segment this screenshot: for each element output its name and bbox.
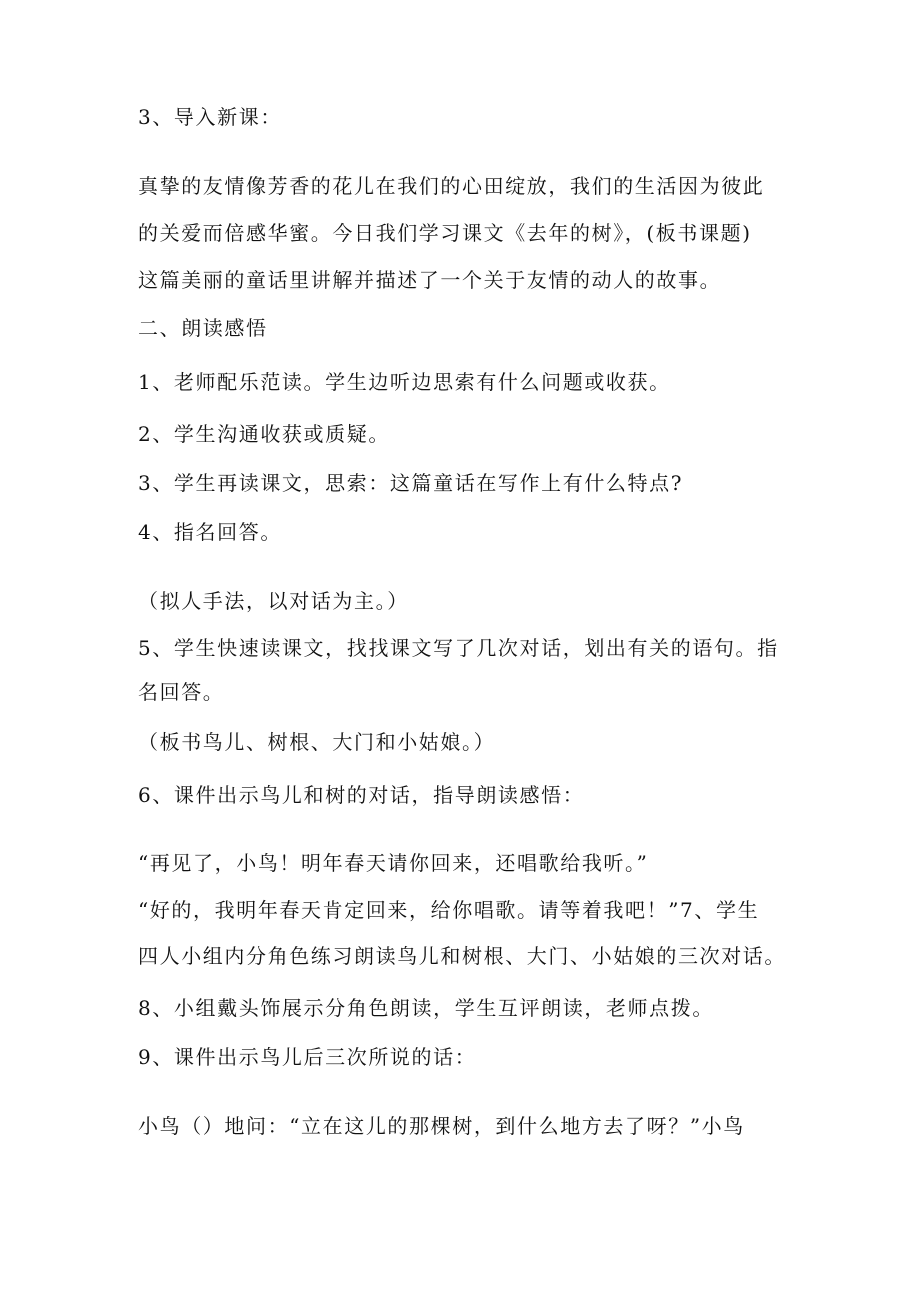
list-item: 8、小组戴头饰展示分角色朗读，学生互评朗读，老师点拨。	[138, 996, 714, 1020]
dialogue-line: “好的，我明年春天肯定回来，给你唱歌。请等着我吧！”7、学生	[138, 898, 760, 922]
list-item: 5、学生快速读课文，找找课文写了几次对话，划出有关的语句。指	[138, 636, 779, 660]
list-item: 1、老师配乐范读。学生边听边思索有什么问题或收获。	[138, 370, 671, 394]
paragraph-line: 真挚的友情像芳香的花儿在我们的心田绽放，我们的生活因为彼此	[138, 174, 765, 198]
list-item: 2、学生沟通收获或质疑。	[138, 422, 390, 446]
paragraph-line: 这篇美丽的童话里讲解并描述了一个关于友情的动人的故事。	[138, 268, 722, 292]
parenthetical-note: （板书鸟儿、树根、大门和小姑娘。）	[138, 730, 496, 754]
paragraph-line: 四人小组内分角色练习朗读鸟儿和树根、大门、小姑娘的三次对话。	[138, 944, 786, 968]
list-item: 6、课件出示鸟儿和树的对话，指导朗读感悟：	[138, 783, 585, 807]
dialogue-line: “再见了，小鸟！明年春天请你回来，还唱歌给我听。”	[138, 851, 649, 875]
list-item: 9、课件出示鸟儿后三次所说的话：	[138, 1045, 477, 1069]
section-heading-reading: 二、朗读感悟	[138, 316, 268, 340]
paragraph-line: 小鸟（）地问：“立在这儿的那棵树，到什么地方去了呀？”小鸟	[138, 1114, 745, 1138]
parenthetical-note: （拟人手法，以对话为主。）	[138, 589, 409, 613]
heading-3-introduce-lesson: 3、导入新课：	[138, 105, 282, 129]
list-item-continuation: 名回答。	[138, 680, 225, 704]
paragraph-line: 的关爱而倍感华蜜。今日我们学习课文《去年的树》，(板书课题)	[138, 221, 752, 245]
list-item: 3、学生再读课文，思索：这篇童话在写作上有什么特点?	[138, 471, 684, 495]
list-item: 4、指名回答。	[138, 520, 282, 544]
